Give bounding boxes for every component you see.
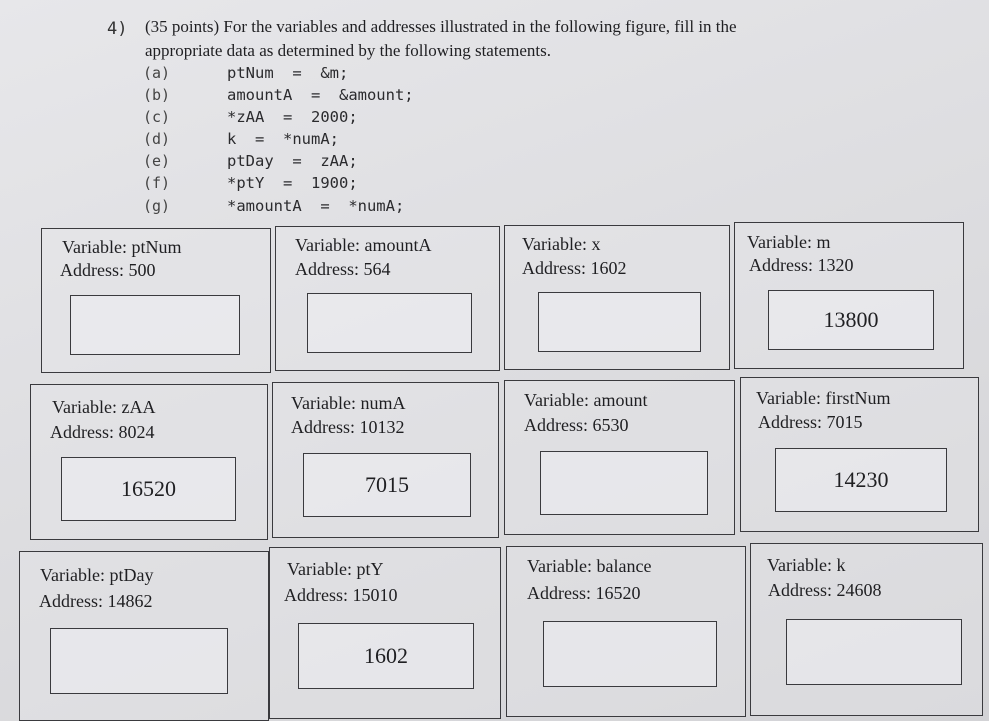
statement-code-a: ptNum = &m; <box>227 64 349 82</box>
variable-card-firstNum <box>740 377 979 532</box>
variable-name: Variable: ptY <box>287 559 384 579</box>
question-text-line-2: appropriate data as determined by the following statements. <box>145 41 551 60</box>
variable-name: Variable: k <box>767 555 846 575</box>
variable-name: Variable: ptDay <box>40 565 154 585</box>
variable-card-m <box>734 222 964 369</box>
value-box[interactable]: 14230 <box>775 448 947 512</box>
statement-letter-d: (d) <box>143 130 171 148</box>
variable-address: Address: 6530 <box>524 415 629 435</box>
value-box[interactable] <box>786 619 962 685</box>
variable-address: Address: 7015 <box>758 412 863 432</box>
statement-code-e: ptDay = zAA; <box>227 152 358 170</box>
question-number: 4) <box>107 19 128 39</box>
statement-code-d: k = *numA; <box>227 130 339 148</box>
value-box[interactable] <box>538 292 701 352</box>
variable-address: Address: 1320 <box>749 255 854 275</box>
variable-name: Variable: balance <box>527 556 652 576</box>
statement-code-c: *zAA = 2000; <box>227 108 358 126</box>
value-box[interactable]: 7015 <box>303 453 471 517</box>
variable-name: Variable: m <box>747 232 831 252</box>
variable-card-k <box>750 543 983 716</box>
variable-name: Variable: amount <box>524 390 648 410</box>
statement-code-f: *ptY = 1900; <box>227 174 358 192</box>
variable-address: Address: 24608 <box>768 580 882 600</box>
value-box[interactable] <box>307 293 472 353</box>
statement-letter-e: (e) <box>143 152 171 170</box>
statement-code-g: *amountA = *numA; <box>227 197 405 215</box>
variable-card-ptY <box>269 547 501 719</box>
variable-address: Address: 14862 <box>39 591 153 611</box>
variable-name: Variable: zAA <box>52 397 156 417</box>
statement-letter-a: (a) <box>143 64 171 82</box>
statement-letter-g: (g) <box>143 197 171 215</box>
variable-name: Variable: firstNum <box>756 388 891 408</box>
value-box[interactable] <box>50 628 228 694</box>
variable-card-ptNum <box>41 228 271 373</box>
variable-card-balance <box>506 546 746 717</box>
variable-name: Variable: ptNum <box>62 237 182 257</box>
variable-address: Address: 10132 <box>291 417 405 437</box>
variable-name: Variable: x <box>522 234 601 254</box>
question-text-line-1: (35 points) For the variables and addresses illustrated in the following figure, fill in the <box>145 17 737 36</box>
statement-letter-c: (c) <box>143 108 171 126</box>
statement-letter-b: (b) <box>143 86 171 104</box>
statement-letter-f: (f) <box>143 174 171 192</box>
variable-address: Address: 16520 <box>527 583 641 603</box>
variable-address: Address: 564 <box>295 259 391 279</box>
variable-card-ptDay <box>19 551 269 721</box>
value-box[interactable]: 16520 <box>61 457 236 521</box>
value-box[interactable] <box>540 451 708 515</box>
variable-address: Address: 8024 <box>50 422 155 442</box>
variable-card-x <box>504 225 730 370</box>
variable-address: Address: 500 <box>60 260 156 280</box>
variable-address: Address: 1602 <box>522 258 627 278</box>
variable-address: Address: 15010 <box>284 585 398 605</box>
value-box[interactable]: 13800 <box>768 290 934 350</box>
variable-card-amountA <box>275 226 500 371</box>
variable-name: Variable: numA <box>291 393 406 413</box>
variable-card-amount <box>504 380 735 535</box>
value-box[interactable] <box>70 295 240 355</box>
value-box[interactable] <box>543 621 717 687</box>
variable-card-zAA <box>30 384 268 540</box>
statement-code-b: amountA = &amount; <box>227 86 414 104</box>
variable-name: Variable: amountA <box>295 235 432 255</box>
value-box[interactable]: 1602 <box>298 623 474 689</box>
variable-card-numA <box>272 382 499 538</box>
